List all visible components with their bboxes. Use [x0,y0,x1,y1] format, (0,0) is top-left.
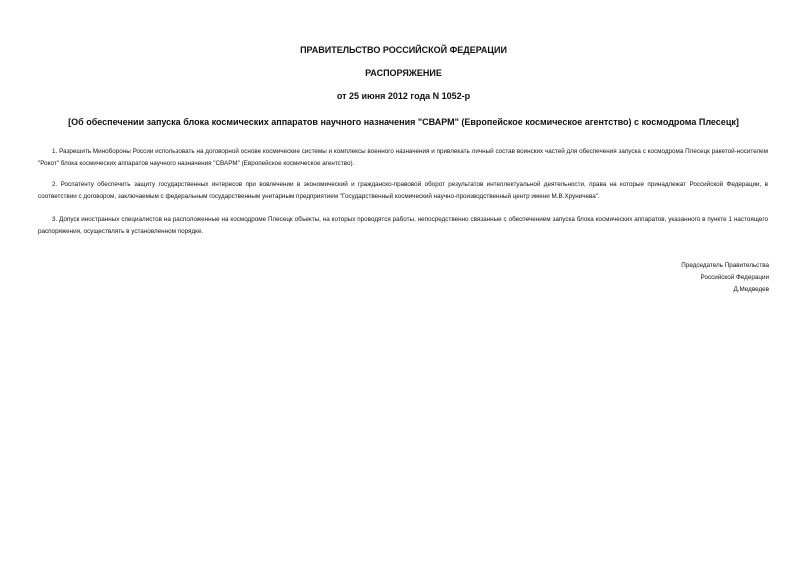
signature-name: Д.Медведев [733,286,769,293]
government-heading: ПРАВИТЕЛЬСТВО РОССИЙСКОЙ ФЕДЕРАЦИИ [300,45,507,55]
signature-block [681,260,769,296]
paragraph-2: 2. Роспатенту обеспечить защиту государственных интересов при вовлечении в экономический и гражданско-правовой оборот результатов интеллектуальной деятельности, права на которые принадлежат Российской Федерации, в соответствии с договором, заключаемым с федеральным государственным унитарным предприятием "Государственный космический научно-производственный центр имени М.В.Хруничева". [38,181,768,200]
paragraph-3: 3. Допуск иностранных специалистов на расположенные на космодроме Плесецк объекты, на которых проводятся работы, непосредственно связанные с обеспечением запуска блока космических аппаратов, указанного в пункте 1 настоящего распоряжения, осуществлять в установленном порядке. [38,216,768,235]
document-type-heading: РАСПОРЯЖЕНИЕ [365,68,442,78]
document-title: [Об обеспечении запуска блока космических аппаратов научного назначения "СВАРМ" (Европейское космическое агентство) с космодрома Плесецк] [68,117,739,127]
document-date-number: от 25 июня 2012 года N 1052-р [336,91,471,101]
signature-position-line2: Российской Федерации [700,274,769,281]
paragraph-1: 1. Разрешить Минобороны России использовать на договорной основе космические системы и комплексы военного назначения и привлекать личный состав воинских частей для обеспечения запуска с космодрома Плесецк ракетой-носителем "Рокот" блока космических аппаратов научного назначения "СВАРМ" (Европейское космическое агентство). [38,148,768,167]
signature-position-line1: Председатель Правительства [681,262,769,269]
